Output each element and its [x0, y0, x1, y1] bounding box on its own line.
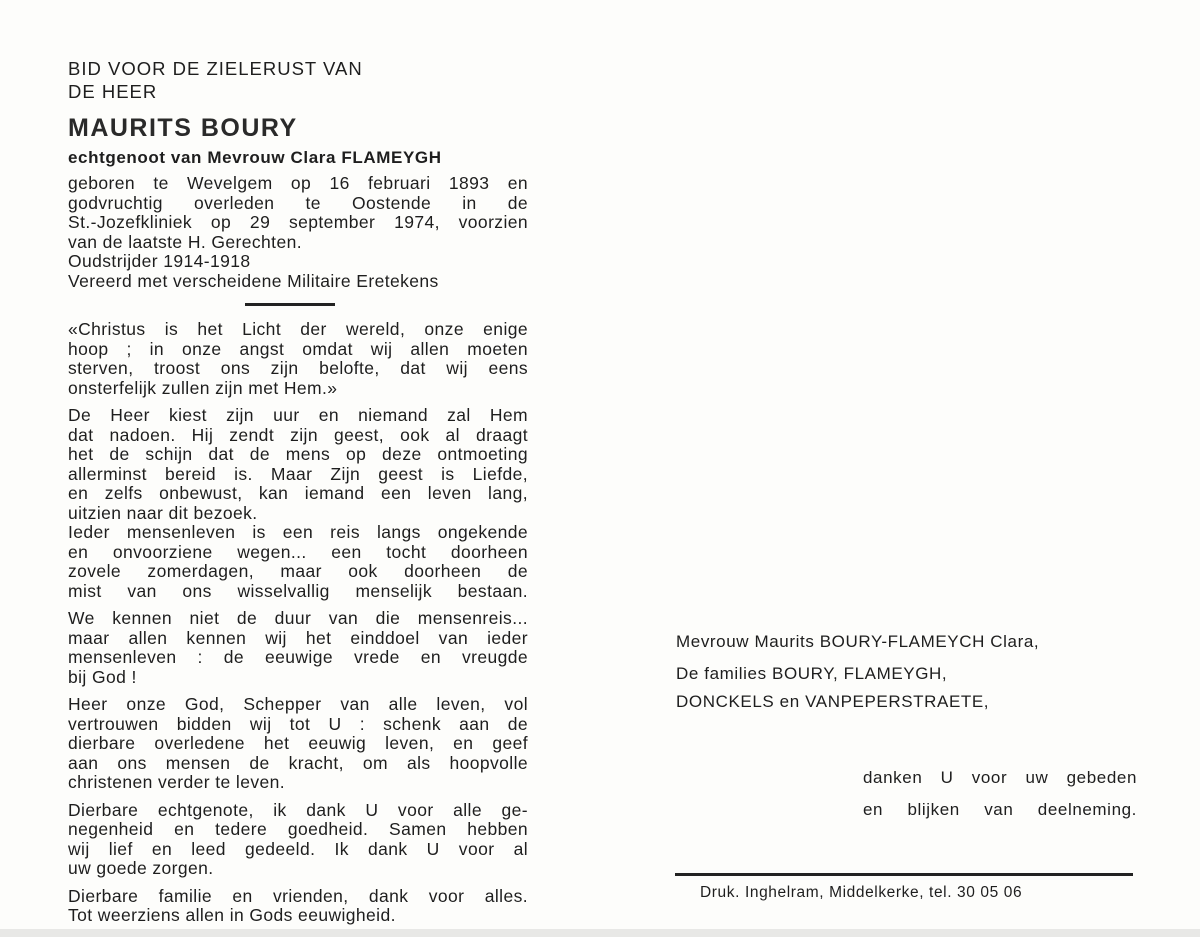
- text-line: aan ons mensen de kracht, om als hoopvolle: [68, 752, 528, 773]
- text-paragraph: [68, 406, 528, 601]
- text-line: dierbare overledene het eeuwig leven, en geef: [68, 733, 528, 753]
- text-line: mist van ons wisselvallig menselijk bestaan.: [68, 580, 528, 601]
- text-line: «Christus is het Licht der wereld, onze enige: [68, 319, 528, 339]
- text-line: zovele zomerdagen, maar ook doorheen de: [68, 561, 528, 581]
- family-line: De families BOURY, FLAMEYGH,: [676, 664, 948, 683]
- text-line: Dierbare familie en vrienden, dank voor alles.: [68, 885, 528, 906]
- spouse-line: echtgenoot van Mevrouw Clara FLAMEYGH: [68, 148, 442, 167]
- bio-line: godvruchtig overleden te Oostende in de: [68, 192, 528, 213]
- text-line: uitzien naar dit bezoek.: [68, 502, 258, 523]
- text-paragraph: [68, 801, 528, 879]
- family-line: Mevrouw Maurits BOURY-FLAMEYCH Clara,: [676, 632, 1040, 651]
- text-line: maar allen kennen wij het einddoel van ieder: [68, 627, 528, 648]
- section-divider: [245, 303, 335, 306]
- text-line: uw goede zorgen.: [68, 858, 214, 878]
- footer-rule: [675, 873, 1133, 876]
- text-line: Ieder mensenleven is een reis langs ongekende: [68, 522, 528, 542]
- text-line: Dierbare echtgenote, ik dank U voor alle ge-: [68, 799, 528, 820]
- bio-block: [68, 174, 528, 291]
- text-line: christenen verder te leven.: [68, 772, 286, 792]
- bio-line: geboren te Wevelgem op 16 februari 1893 en: [68, 173, 528, 193]
- printer-credit: Druk. Inghelram, Middelkerke, tel. 30 05 06: [700, 884, 1023, 901]
- bio-line: van de laatste H. Gerechten.: [68, 231, 302, 252]
- text-line: wij lief en leed gedeeld. Ik dank U voor al: [68, 838, 528, 859]
- text-line: en zelfs onbewust, kan iemand een leven lang,: [68, 483, 528, 503]
- text-line: negenheid en tedere goedheid. Samen hebben: [68, 819, 528, 839]
- text-line: onsterfelijk zullen zijn met Hem.»: [68, 377, 338, 398]
- text-line: hoop ; in onze angst omdat wij allen moeten: [68, 338, 528, 359]
- title-line: DE HEER: [68, 81, 158, 102]
- thanks-line: en blijken van deelneming.: [863, 800, 1137, 819]
- text-line: het de schijn dat de mens op deze ontmoeting: [68, 444, 528, 464]
- bio-line: Vereerd met verscheidene Militaire Eretekens: [68, 270, 439, 291]
- text-line: Tot weerziens allen in Gods eeuwigheid.: [68, 905, 396, 925]
- family-block: [676, 628, 1106, 716]
- prayer-line: BID VOOR DE ZIELERUST VAN: [68, 58, 363, 79]
- text-line: We kennen niet de duur van die mensenreis...: [68, 608, 528, 628]
- family-line: DONCKELS en VANPEPERSTRAETE,: [676, 692, 990, 711]
- text-line: bij God !: [68, 666, 137, 687]
- bio-line: Oudstrijder 1914-1918: [68, 251, 251, 271]
- text-paragraph: [68, 609, 528, 687]
- text-paragraph: [68, 887, 528, 926]
- text-paragraph: [68, 695, 528, 793]
- text-line: Heer onze God, Schepper van alle leven, vol: [68, 694, 528, 714]
- text-line: sterven, troost ons zijn belofte, dat wij eens: [68, 358, 528, 378]
- card-edge: [0, 929, 1200, 937]
- text-line: dat nadoen. Hij zendt zijn geest, ook al draagt: [68, 424, 528, 445]
- left-column: [68, 56, 528, 926]
- deceased-name: MAURITS BOURY: [68, 114, 298, 142]
- text-line: mensenleven : de eeuwige vrede en vreugde: [68, 647, 528, 667]
- bio-line: St.-Jozefkliniek op 29 september 1974, voorzien: [68, 212, 528, 232]
- text-line: vertrouwen bidden wij tot U : schenk aan de: [68, 713, 528, 734]
- text-line: De Heer kiest zijn uur en niemand zal Hem: [68, 405, 528, 425]
- text-line: en onvoorziene wegen... een tocht doorheen: [68, 541, 528, 562]
- text-line: allerminst bereid is. Maar Zijn geest is Liefde,: [68, 463, 528, 484]
- thanks-line: danken U voor uw gebeden: [863, 768, 1137, 787]
- thanks-block: [863, 762, 1137, 826]
- quote-paragraph: [68, 320, 528, 398]
